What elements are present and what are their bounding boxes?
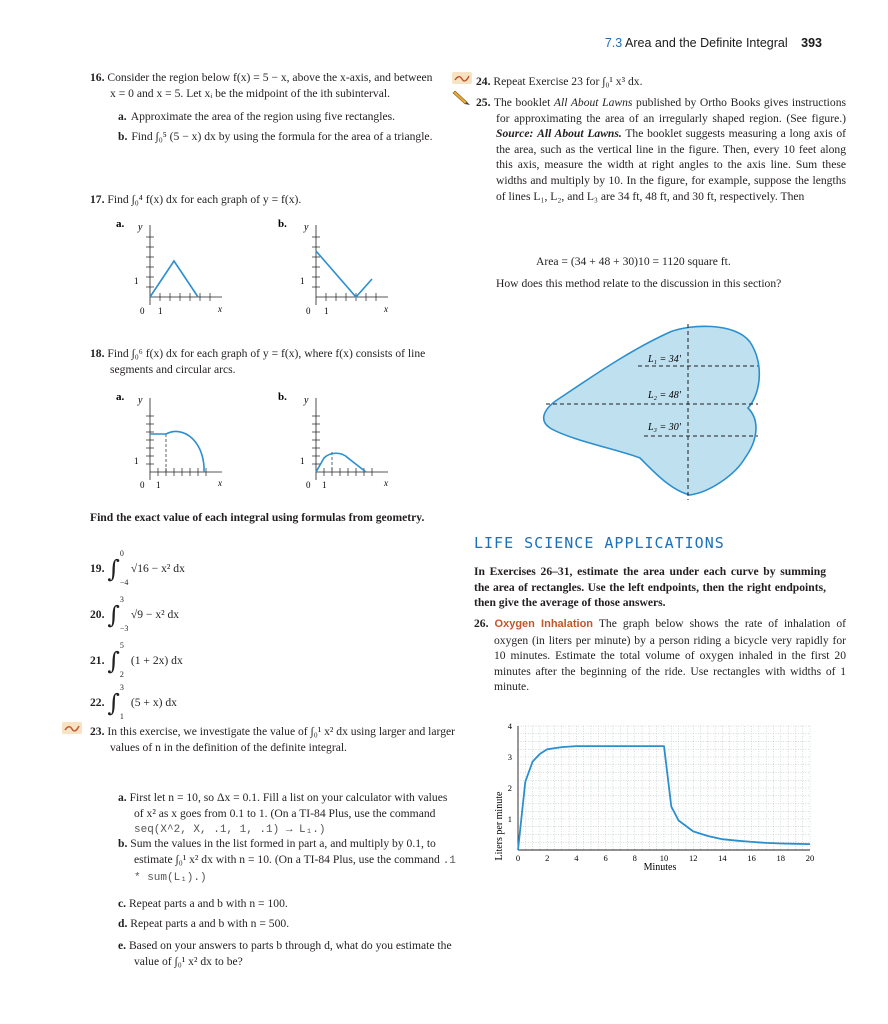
technology-icon (62, 722, 82, 734)
exercise-number: 24. (476, 75, 491, 88)
lawn-figure (540, 320, 780, 502)
exercise-title: Oxygen Inhalation (494, 618, 594, 630)
ex23-part-a: a. First let n = 10, so Δx = 0.1. Fill a list on your calculator with values of x² as x goes from 0.1 to 1. (On a TI-84 Plus, use the command seq(X^2, X, .1, 1, .1) → L₁.) (118, 791, 448, 837)
exercise-text: Consider the region below f(x) = 5 − x, above the x-axis, and between x = 0 and x = 5. Let xᵢ be the midpoint of the ith subinterval. (107, 71, 433, 100)
upper-limit: 5 (119, 641, 124, 651)
oxygen-chart (488, 718, 828, 878)
life-intro: In Exercises 26–31, estimate the area under each curve by summing the area of rectangles. Use the left endpoints, then the right endpoints, then give the average of those answers. (474, 565, 826, 610)
exercise-text: In this exercise, we investigate the value of ∫₀¹ x² dx using larger and larger values of n in the definition of the definite integral. (107, 725, 456, 754)
y-one: 1 (300, 276, 305, 286)
x-tick-label: 4 (574, 853, 579, 863)
calculator-command: .1 * sum(L₁).) (134, 854, 456, 885)
part-text: Repeat parts a and b with n = 100. (128, 897, 288, 910)
graph-label: a. (116, 218, 125, 230)
lower-limit: −4 (119, 578, 129, 588)
x-one: 1 (156, 480, 161, 490)
graph-label: a. (116, 391, 125, 403)
exercise-16 (90, 70, 440, 144)
integral-22 (90, 683, 177, 722)
ex17-graphs (110, 215, 440, 325)
graph-arc (150, 431, 204, 472)
origin-zero: 0 (140, 480, 145, 490)
exercise-text: Find ∫₀⁶ f(x) dx for each graph of y = f(x), where f(x) consists of line segments and circular arcs. (107, 347, 426, 376)
integral-sign: ∫ (107, 601, 120, 629)
y-axis-label: y (304, 395, 309, 406)
lower-limit: −3 (119, 624, 129, 634)
ticks (312, 237, 376, 301)
ex23-part-d: d. Repeat parts a and b with n = 500. (118, 917, 290, 930)
geometry-heading: Find the exact value of each integral using formulas from geometry. (90, 511, 425, 524)
label-L2: L₂ = 48' (648, 390, 681, 401)
exercise-number: 18. (90, 347, 105, 360)
x-tick-label: 10 (659, 853, 669, 863)
y-axis-label: y (138, 395, 143, 406)
x-one: 1 (322, 480, 327, 490)
x-axis-label: x (384, 304, 388, 314)
ex25-question: How does this method relate to the discussion in this section? (496, 277, 782, 290)
y-axis-label: y (138, 222, 143, 233)
integrand: (1 + 2x) dx (130, 654, 183, 667)
upper-limit: 3 (119, 683, 124, 693)
x-one: 1 (158, 306, 163, 316)
part-b: b. Find ∫₀⁵ (5 − x) dx by using the formula for the area of a triangle. (118, 129, 433, 143)
exercise-number: 19. (90, 562, 105, 575)
integral-sign: ∫ (107, 689, 120, 717)
x-axis-label: x (218, 478, 222, 488)
lower-limit: 2 (119, 670, 124, 680)
exercise-number: 17. (90, 193, 105, 206)
x-axis-label: x (218, 304, 222, 314)
integrand: √16 − x² dx (130, 562, 185, 575)
graph-label: b. (278, 218, 287, 230)
y-one: 1 (300, 456, 305, 466)
x-tick-label: 16 (747, 853, 756, 863)
ex18-graphs (110, 388, 440, 498)
origin-zero: 0 (306, 306, 311, 316)
writing-pencil-icon (452, 88, 472, 106)
exercise-17 (90, 192, 440, 208)
y-one: 1 (134, 276, 139, 286)
graph-label: b. (278, 391, 287, 403)
section-heading: LIFE SCIENCE APPLICATIONS (474, 534, 725, 552)
origin-zero: 0 (140, 306, 145, 316)
ex23-part-b: b. Sum the values in the list formed in part a, and multiply by 0.1, to estimate ∫₀¹ x² dx with n = 10. (On a TI-84 Plus, use the command .1 * sum(L₁).) (118, 837, 456, 885)
exercise-text: The booklet suggests measuring a long axis of the area, such as the vertical line in the figure. Then, every 10 feet along this axis, measure the width at right angles to the axis line. Sum these widths and multiply by 10. In the figure, for example, suppose the lengths of lines L₁, L₂, and L₃ are 34 ft, 48 ft, and 30 ft, respectively. Then (496, 127, 846, 203)
integral-20 (90, 595, 180, 634)
integrand: √9 − x² dx (130, 608, 180, 621)
section-title: Area and the Definite Integral (625, 36, 788, 50)
exercise-25 (476, 95, 846, 204)
lawn-shape (544, 326, 760, 495)
integral-sign: ∫ (107, 647, 120, 675)
source-label: Source: (496, 127, 534, 141)
x-one: 1 (324, 306, 329, 316)
x-tick-label: 12 (688, 853, 698, 863)
x-tick-label: 14 (718, 853, 727, 863)
ex23-part-c: c. Repeat parts a and b with n = 100. (118, 897, 288, 910)
exercise-18 (90, 346, 460, 377)
lower-limit: 1 (119, 712, 124, 722)
x-tick-label: 18 (776, 853, 786, 863)
upper-limit: 0 (119, 549, 124, 559)
exercise-text: Find ∫₀⁴ f(x) dx for each graph of y = f(x). (107, 193, 302, 206)
label-L3: L₃ = 30' (648, 422, 681, 433)
y-tick-label: 3 (507, 752, 512, 762)
integral-21 (90, 641, 183, 680)
technology-icon (452, 72, 472, 84)
x-axis-label: Minutes (643, 862, 677, 873)
part-text: Based on your answers to parts b through d, what do you estimate the value of ∫₀¹ x² dx to be? (128, 939, 452, 968)
y-tick-label: 4 (507, 721, 512, 731)
origin-zero: 0 (306, 480, 311, 490)
ticks (146, 237, 210, 301)
x-tick-label: 0 (515, 853, 521, 863)
x-tick-label: 8 (632, 853, 637, 863)
exercise-number: 26. (474, 617, 489, 630)
exercise-text: The graph below shows the rate of inhalation of oxygen (in liters per minute) by a person riding a bicycle very rapidly for 10 minutes. Estimate the total volume of oxygen inhaled in the first 20 minutes after the beginning of the ride. Use rectangles with widths of 1 minute. (494, 617, 846, 694)
x-axis-label: x (384, 478, 388, 488)
part-text: Find ∫₀⁵ (5 − x) dx by using the formula for the area of a triangle. (131, 129, 433, 143)
calculator-command: seq(X^2, X, .1, 1, .1) → L₁.) (134, 824, 326, 837)
part-text: First let n = 10, so Δx = 0.1. Fill a list on your calculator with values of x² as x goes from 0.1 to 1. (On a TI-84 Plus, use the command (129, 791, 448, 820)
label-L1: L₁ = 34' (648, 354, 681, 365)
upper-limit: 3 (119, 595, 124, 605)
part-text: Sum the values in the list formed in part a, and multiply by 0.1, to estimate ∫₀¹ x² dx with n = 10. (On a TI-84 Plus, use the command (130, 837, 440, 866)
area-formula: Area = (34 + 48 + 30)10 = 1120 square ft. (536, 255, 731, 268)
exercise-number: 22. (90, 696, 105, 709)
exercise-text: published by Ortho Books gives instructions for approximating the area of an irregularly shaped region. (See figure.) (496, 96, 846, 125)
graph-line (316, 251, 372, 297)
page-number: 393 (801, 36, 822, 50)
exercise-24 (476, 74, 826, 90)
part-text: Repeat parts a and b with n = 500. (130, 917, 290, 930)
x-tick-label: 2 (545, 853, 550, 863)
exercise-number: 20. (90, 608, 105, 621)
ticks (312, 416, 372, 476)
y-axis-label: Liters per minute (494, 791, 505, 861)
exercise-text: Repeat Exercise 23 for ∫₀¹ x³ dx. (493, 75, 643, 88)
y-axis-label: y (304, 222, 309, 233)
y-tick-label: 2 (507, 783, 512, 793)
x-tick-label: 6 (603, 853, 608, 863)
exercise-text: The booklet (493, 96, 551, 109)
exercise-26 (474, 616, 846, 695)
exercise-number: 25. (476, 96, 491, 109)
page-header (605, 36, 822, 50)
exercise-number: 23. (90, 725, 105, 738)
integral-sign: ∫ (107, 555, 120, 583)
x-tick-label: 20 (805, 853, 815, 863)
exercise-23 (90, 724, 460, 755)
exercise-number: 16. (90, 71, 105, 84)
part-text: Approximate the area of the region using five rectangles. (130, 110, 396, 124)
ex23-part-e: e. Based on your answers to parts b through d, what do you estimate the value of ∫₀¹ x² dx to be? (118, 939, 452, 968)
integral-19 (90, 549, 185, 588)
part-a: a. Approximate the area of the region using five rectangles. (118, 110, 396, 124)
book-title: All About Lawns (553, 96, 633, 109)
graph-arc (316, 453, 366, 472)
ticks (146, 416, 206, 476)
integrand: (5 + x) dx (130, 696, 177, 709)
exercise-number: 21. (90, 654, 105, 667)
y-tick-label: 1 (507, 814, 512, 824)
source: All About Lawns. (537, 127, 622, 141)
y-one: 1 (134, 456, 139, 466)
graph-line (150, 261, 198, 297)
section-number: 7.3 (604, 36, 623, 50)
